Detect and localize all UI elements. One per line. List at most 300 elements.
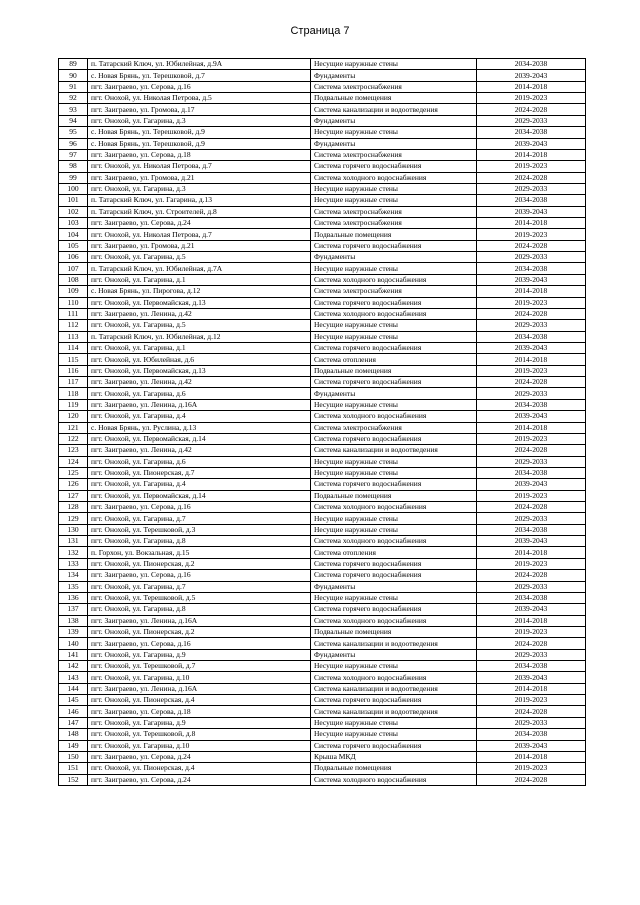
repair-period-cell: 2019-2023 bbox=[477, 763, 586, 774]
row-number-cell: 151 bbox=[59, 763, 88, 774]
repair-period-cell: 2019-2023 bbox=[477, 297, 586, 308]
building-system-cell: Несущие наружные стены bbox=[311, 456, 477, 467]
building-system-cell: Подвальные помещения bbox=[311, 93, 477, 104]
row-number-cell: 122 bbox=[59, 433, 88, 444]
table-row bbox=[59, 59, 586, 70]
building-system-cell: Система горячего водоснабжения bbox=[311, 740, 477, 751]
row-number-cell: 119 bbox=[59, 399, 88, 410]
building-system-cell: Система электроснабжения bbox=[311, 218, 477, 229]
address-cell: пгт. Заиграево, ул. Серова, д.16 bbox=[88, 502, 311, 513]
address-cell: п. Татарский Ключ, ул. Юбилейная, д.9А bbox=[88, 59, 311, 70]
address-cell: п. Горхон, ул. Вокзальная, д.15 bbox=[88, 547, 311, 558]
building-system-cell: Система электроснабжения bbox=[311, 422, 477, 433]
table-row bbox=[59, 751, 586, 762]
table-row bbox=[59, 695, 586, 706]
building-system-cell: Несущие наружные стены bbox=[311, 524, 477, 535]
address-cell: пгт. Заиграево, ул. Ленина, д.16А bbox=[88, 615, 311, 626]
repair-period-cell: 2014-2018 bbox=[477, 286, 586, 297]
row-number-cell: 150 bbox=[59, 751, 88, 762]
address-cell: пгт. Заиграево, ул. Серова, д.18 bbox=[88, 149, 311, 160]
table-row bbox=[59, 240, 586, 251]
table-row bbox=[59, 320, 586, 331]
table-row bbox=[59, 774, 586, 785]
address-cell: пгт. Заиграево, ул. Серова, д.16 bbox=[88, 570, 311, 581]
repair-period-cell: 2039-2043 bbox=[477, 536, 586, 547]
row-number-cell: 109 bbox=[59, 286, 88, 297]
building-system-cell: Система горячего водоснабжения bbox=[311, 695, 477, 706]
address-cell: пгт. Онохой, ул. Николая Петрова, д.7 bbox=[88, 161, 311, 172]
address-cell: пгт. Онохой, ул. Пионерская, д.7 bbox=[88, 467, 311, 478]
address-cell: пгт. Онохой, ул. Пионерская, д.2 bbox=[88, 626, 311, 637]
table-row bbox=[59, 354, 586, 365]
table-row bbox=[59, 377, 586, 388]
address-cell: пгт. Онохой, ул. Гагарина, д.4 bbox=[88, 479, 311, 490]
table-row bbox=[59, 558, 586, 569]
repair-period-cell: 2024-2028 bbox=[477, 638, 586, 649]
table-row bbox=[59, 411, 586, 422]
address-cell: пгт. Заиграево, ул. Ленина, д.16А bbox=[88, 399, 311, 410]
row-number-cell: 131 bbox=[59, 536, 88, 547]
row-number-cell: 108 bbox=[59, 274, 88, 285]
row-number-cell: 147 bbox=[59, 717, 88, 728]
row-number-cell: 124 bbox=[59, 456, 88, 467]
address-cell: пгт. Онохой, ул. Гагарина, д.5 bbox=[88, 252, 311, 263]
building-system-cell: Фундаменты bbox=[311, 252, 477, 263]
table-row bbox=[59, 149, 586, 160]
repair-period-cell: 2034-2038 bbox=[477, 467, 586, 478]
address-cell: пгт. Заиграево, ул. Серова, д.24 bbox=[88, 774, 311, 785]
row-number-cell: 99 bbox=[59, 172, 88, 183]
row-number-cell: 121 bbox=[59, 422, 88, 433]
address-cell: пгт. Онохой, ул. Терешковой, д.5 bbox=[88, 592, 311, 603]
building-system-cell: Несущие наружные стены bbox=[311, 717, 477, 728]
row-number-cell: 113 bbox=[59, 331, 88, 342]
building-system-cell: Система холодного водоснабжения bbox=[311, 172, 477, 183]
address-cell: пгт. Заиграево, ул. Ленина, д.42 bbox=[88, 377, 311, 388]
row-number-cell: 90 bbox=[59, 70, 88, 81]
repair-period-cell: 2029-2033 bbox=[477, 388, 586, 399]
repair-period-cell: 2029-2033 bbox=[477, 252, 586, 263]
table-row bbox=[59, 592, 586, 603]
table-row bbox=[59, 229, 586, 240]
table-row bbox=[59, 729, 586, 740]
row-number-cell: 133 bbox=[59, 558, 88, 569]
repair-period-cell: 2034-2038 bbox=[477, 195, 586, 206]
building-system-cell: Система канализации и водоотведения bbox=[311, 638, 477, 649]
repair-period-cell: 2039-2043 bbox=[477, 672, 586, 683]
address-cell: пгт. Заиграево, ул. Ленина, д.42 bbox=[88, 445, 311, 456]
address-cell: пгт. Заиграево, ул. Громова, д.21 bbox=[88, 172, 311, 183]
repair-period-cell: 2019-2023 bbox=[477, 365, 586, 376]
table-body bbox=[59, 59, 586, 786]
table-row bbox=[59, 172, 586, 183]
building-system-cell: Несущие наружные стены bbox=[311, 467, 477, 478]
repair-period-cell: 2024-2028 bbox=[477, 240, 586, 251]
repair-period-cell: 2034-2038 bbox=[477, 592, 586, 603]
address-cell: пгт. Заиграево, ул. Серова, д.16 bbox=[88, 81, 311, 92]
row-number-cell: 134 bbox=[59, 570, 88, 581]
table-row bbox=[59, 502, 586, 513]
address-cell: пгт. Заиграево, ул. Громова, д.21 bbox=[88, 240, 311, 251]
building-system-cell: Несущие наружные стены bbox=[311, 729, 477, 740]
row-number-cell: 140 bbox=[59, 638, 88, 649]
building-system-cell: Система электроснабжения bbox=[311, 206, 477, 217]
address-cell: пгт. Онохой, ул. Гагарина, д.9 bbox=[88, 717, 311, 728]
table-row bbox=[59, 433, 586, 444]
address-cell: пгт. Онохой, ул. Гагарина, д.3 bbox=[88, 183, 311, 194]
address-cell: пгт. Онохой, ул. Пионерская, д.4 bbox=[88, 695, 311, 706]
row-number-cell: 148 bbox=[59, 729, 88, 740]
table-row bbox=[59, 274, 586, 285]
building-system-cell: Система холодного водоснабжения bbox=[311, 536, 477, 547]
address-cell: пгт. Онохой, ул. Первомайская, д.14 bbox=[88, 433, 311, 444]
repair-period-cell: 2034-2038 bbox=[477, 127, 586, 138]
repair-period-cell: 2029-2033 bbox=[477, 320, 586, 331]
repair-period-cell: 2014-2018 bbox=[477, 751, 586, 762]
building-system-cell: Система холодного водоснабжения bbox=[311, 308, 477, 319]
address-cell: с. Новая Брянь, ул. Терешковой, д.7 bbox=[88, 70, 311, 81]
building-system-cell: Подвальные помещения bbox=[311, 365, 477, 376]
table-row bbox=[59, 547, 586, 558]
repair-period-cell: 2029-2033 bbox=[477, 513, 586, 524]
table-row bbox=[59, 422, 586, 433]
row-number-cell: 120 bbox=[59, 411, 88, 422]
table-row bbox=[59, 388, 586, 399]
table-row bbox=[59, 672, 586, 683]
repair-period-cell: 2039-2043 bbox=[477, 274, 586, 285]
row-number-cell: 105 bbox=[59, 240, 88, 251]
row-number-cell: 91 bbox=[59, 81, 88, 92]
address-cell: п. Татарский Ключ, ул. Строителей, д.8 bbox=[88, 206, 311, 217]
repair-period-cell: 2014-2018 bbox=[477, 422, 586, 433]
repair-period-cell: 2024-2028 bbox=[477, 774, 586, 785]
repair-period-cell: 2039-2043 bbox=[477, 70, 586, 81]
repair-period-cell: 2039-2043 bbox=[477, 342, 586, 353]
row-number-cell: 107 bbox=[59, 263, 88, 274]
table-row bbox=[59, 536, 586, 547]
building-system-cell: Система холодного водоснабжения bbox=[311, 615, 477, 626]
row-number-cell: 145 bbox=[59, 695, 88, 706]
repair-period-cell: 2019-2023 bbox=[477, 433, 586, 444]
table-row bbox=[59, 479, 586, 490]
building-system-cell: Несущие наружные стены bbox=[311, 263, 477, 274]
table-row bbox=[59, 138, 586, 149]
repair-period-cell: 2019-2023 bbox=[477, 161, 586, 172]
building-system-cell: Фундаменты bbox=[311, 138, 477, 149]
table-row bbox=[59, 308, 586, 319]
row-number-cell: 149 bbox=[59, 740, 88, 751]
repair-period-cell: 2014-2018 bbox=[477, 683, 586, 694]
building-system-cell: Система горячего водоснабжения bbox=[311, 479, 477, 490]
row-number-cell: 118 bbox=[59, 388, 88, 399]
row-number-cell: 112 bbox=[59, 320, 88, 331]
table-row bbox=[59, 649, 586, 660]
row-number-cell: 114 bbox=[59, 342, 88, 353]
building-system-cell: Несущие наружные стены bbox=[311, 592, 477, 603]
repair-period-cell: 2019-2023 bbox=[477, 626, 586, 637]
row-number-cell: 138 bbox=[59, 615, 88, 626]
building-system-cell: Фундаменты bbox=[311, 649, 477, 660]
building-system-cell: Система электроснабжения bbox=[311, 286, 477, 297]
address-cell: пгт. Заиграево, ул. Ленина, д.16А bbox=[88, 683, 311, 694]
repair-period-cell: 2019-2023 bbox=[477, 229, 586, 240]
address-cell: пгт. Онохой, ул. Гагарина, д.6 bbox=[88, 456, 311, 467]
repair-period-cell: 2034-2038 bbox=[477, 331, 586, 342]
row-number-cell: 97 bbox=[59, 149, 88, 160]
row-number-cell: 125 bbox=[59, 467, 88, 478]
address-cell: пгт. Онохой, ул. Гагарина, д.1 bbox=[88, 342, 311, 353]
table-row bbox=[59, 445, 586, 456]
row-number-cell: 111 bbox=[59, 308, 88, 319]
address-cell: пгт. Онохой, ул. Гагарина, д.1 bbox=[88, 274, 311, 285]
repair-period-cell: 2014-2018 bbox=[477, 354, 586, 365]
repair-period-cell: 2039-2043 bbox=[477, 604, 586, 615]
repair-period-cell: 2024-2028 bbox=[477, 706, 586, 717]
repair-period-cell: 2029-2033 bbox=[477, 456, 586, 467]
building-system-cell: Крыша МКД bbox=[311, 751, 477, 762]
row-number-cell: 130 bbox=[59, 524, 88, 535]
repair-period-cell: 2019-2023 bbox=[477, 490, 586, 501]
address-cell: п. Татарский Ключ, ул. Юбилейная, д.12 bbox=[88, 331, 311, 342]
row-number-cell: 116 bbox=[59, 365, 88, 376]
address-cell: пгт. Заиграево, ул. Ленина, д.42 bbox=[88, 308, 311, 319]
building-system-cell: Система горячего водоснабжения bbox=[311, 433, 477, 444]
address-cell: с. Новая Брянь, ул. Терешковой, д.9 bbox=[88, 138, 311, 149]
building-system-cell: Подвальные помещения bbox=[311, 229, 477, 240]
building-system-cell: Система канализации и водоотведения bbox=[311, 706, 477, 717]
address-cell: пгт. Онохой, ул. Гагарина, д.6 bbox=[88, 388, 311, 399]
row-number-cell: 106 bbox=[59, 252, 88, 263]
row-number-cell: 137 bbox=[59, 604, 88, 615]
page-title: Страница 7 bbox=[290, 25, 350, 37]
repair-period-cell: 2034-2038 bbox=[477, 729, 586, 740]
building-system-cell: Несущие наружные стены bbox=[311, 127, 477, 138]
address-cell: пгт. Онохой, ул. Гагарина, д.8 bbox=[88, 604, 311, 615]
table-row bbox=[59, 252, 586, 263]
building-system-cell: Система отопления bbox=[311, 354, 477, 365]
address-cell: пгт. Онохой, ул. Гагарина, д.10 bbox=[88, 672, 311, 683]
building-system-cell: Система канализации и водоотведения bbox=[311, 104, 477, 115]
repair-period-cell: 2024-2028 bbox=[477, 172, 586, 183]
row-number-cell: 128 bbox=[59, 502, 88, 513]
row-number-cell: 94 bbox=[59, 115, 88, 126]
address-cell: пгт. Онохой, ул. Гагарина, д.4 bbox=[88, 411, 311, 422]
table-row bbox=[59, 399, 586, 410]
address-cell: п. Татарский Ключ, ул. Гагарина, д.13 bbox=[88, 195, 311, 206]
building-system-cell: Система электроснабжения bbox=[311, 81, 477, 92]
address-cell: пгт. Онохой, ул. Юбилейная, д.6 bbox=[88, 354, 311, 365]
row-number-cell: 95 bbox=[59, 127, 88, 138]
address-cell: пгт. Заиграево, ул. Серова, д.18 bbox=[88, 706, 311, 717]
address-cell: пгт. Онохой, ул. Пионерская, д.2 bbox=[88, 558, 311, 569]
row-number-cell: 115 bbox=[59, 354, 88, 365]
building-system-cell: Система горячего водоснабжения bbox=[311, 342, 477, 353]
building-system-cell: Система холодного водоснабжения bbox=[311, 672, 477, 683]
repair-period-cell: 2034-2038 bbox=[477, 661, 586, 672]
address-cell: пгт. Онохой, ул. Николая Петрова, д.7 bbox=[88, 229, 311, 240]
address-cell: пгт. Онохой, ул. Терешковой, д.7 bbox=[88, 661, 311, 672]
table-row bbox=[59, 70, 586, 81]
building-system-cell: Фундаменты bbox=[311, 70, 477, 81]
building-system-cell: Несущие наружные стены bbox=[311, 331, 477, 342]
repair-period-cell: 2024-2028 bbox=[477, 377, 586, 388]
building-system-cell: Несущие наружные стены bbox=[311, 195, 477, 206]
address-cell: пгт. Онохой, ул. Первомайская, д.13 bbox=[88, 365, 311, 376]
row-number-cell: 139 bbox=[59, 626, 88, 637]
repair-period-cell: 2024-2028 bbox=[477, 502, 586, 513]
repair-period-cell: 2014-2018 bbox=[477, 218, 586, 229]
building-system-cell: Фундаменты bbox=[311, 115, 477, 126]
address-cell: пгт. Онохой, ул. Терешковой, д.3 bbox=[88, 524, 311, 535]
repair-period-cell: 2029-2033 bbox=[477, 183, 586, 194]
row-number-cell: 143 bbox=[59, 672, 88, 683]
building-system-cell: Подвальные помещения bbox=[311, 763, 477, 774]
address-cell: пгт. Заиграево, ул. Серова, д.24 bbox=[88, 218, 311, 229]
row-number-cell: 100 bbox=[59, 183, 88, 194]
table-row bbox=[59, 456, 586, 467]
repair-period-cell: 2019-2023 bbox=[477, 695, 586, 706]
row-number-cell: 110 bbox=[59, 297, 88, 308]
address-cell: пгт. Онохой, ул. Терешковой, д.8 bbox=[88, 729, 311, 740]
building-system-cell: Система холодного водоснабжения bbox=[311, 411, 477, 422]
repair-period-cell: 2034-2038 bbox=[477, 399, 586, 410]
address-cell: пгт. Онохой, ул. Гагарина, д.3 bbox=[88, 115, 311, 126]
building-system-cell: Система холодного водоснабжения bbox=[311, 274, 477, 285]
address-cell: пгт. Заиграево, ул. Серова, д.24 bbox=[88, 751, 311, 762]
table-row bbox=[59, 286, 586, 297]
building-system-cell: Система горячего водоснабжения bbox=[311, 161, 477, 172]
building-system-cell: Подвальные помещения bbox=[311, 626, 477, 637]
building-system-cell: Система отопления bbox=[311, 547, 477, 558]
table-row bbox=[59, 81, 586, 92]
repair-period-cell: 2029-2033 bbox=[477, 717, 586, 728]
table-row bbox=[59, 218, 586, 229]
row-number-cell: 135 bbox=[59, 581, 88, 592]
repair-period-cell: 2019-2023 bbox=[477, 93, 586, 104]
table-row bbox=[59, 763, 586, 774]
repair-period-cell: 2014-2018 bbox=[477, 81, 586, 92]
building-system-cell: Несущие наружные стены bbox=[311, 320, 477, 331]
building-system-cell: Подвальные помещения bbox=[311, 490, 477, 501]
repair-period-cell: 2034-2038 bbox=[477, 263, 586, 274]
row-number-cell: 89 bbox=[59, 59, 88, 70]
table-row bbox=[59, 467, 586, 478]
table-row bbox=[59, 195, 586, 206]
address-cell: пгт. Онохой, ул. Пионерская, д.4 bbox=[88, 763, 311, 774]
repair-period-cell: 2029-2033 bbox=[477, 649, 586, 660]
repair-period-cell: 2024-2028 bbox=[477, 308, 586, 319]
row-number-cell: 136 bbox=[59, 592, 88, 603]
address-cell: пгт. Онохой, ул. Гагарина, д.8 bbox=[88, 536, 311, 547]
row-number-cell: 152 bbox=[59, 774, 88, 785]
row-number-cell: 127 bbox=[59, 490, 88, 501]
row-number-cell: 92 bbox=[59, 93, 88, 104]
row-number-cell: 101 bbox=[59, 195, 88, 206]
table-row bbox=[59, 297, 586, 308]
table-row bbox=[59, 342, 586, 353]
repair-period-cell: 2014-2018 bbox=[477, 615, 586, 626]
repair-period-cell: 2029-2033 bbox=[477, 115, 586, 126]
table-row bbox=[59, 263, 586, 274]
table-row bbox=[59, 604, 586, 615]
table-row bbox=[59, 661, 586, 672]
row-number-cell: 104 bbox=[59, 229, 88, 240]
repair-period-cell: 2024-2028 bbox=[477, 570, 586, 581]
address-cell: с. Новая Брянь, ул. Руслина, д.13 bbox=[88, 422, 311, 433]
row-number-cell: 117 bbox=[59, 377, 88, 388]
address-cell: пгт. Онохой, ул. Гагарина, д.7 bbox=[88, 581, 311, 592]
building-system-cell: Фундаменты bbox=[311, 388, 477, 399]
table-row bbox=[59, 115, 586, 126]
row-number-cell: 132 bbox=[59, 547, 88, 558]
row-number-cell: 93 bbox=[59, 104, 88, 115]
address-cell: пгт. Онохой, ул. Николая Петрова, д.5 bbox=[88, 93, 311, 104]
table-row bbox=[59, 683, 586, 694]
repair-period-cell: 2014-2018 bbox=[477, 149, 586, 160]
building-system-cell: Система электроснабжения bbox=[311, 149, 477, 160]
repair-period-cell: 2024-2028 bbox=[477, 445, 586, 456]
table-row bbox=[59, 206, 586, 217]
building-system-cell: Система горячего водоснабжения bbox=[311, 604, 477, 615]
table-row bbox=[59, 183, 586, 194]
row-number-cell: 96 bbox=[59, 138, 88, 149]
table-row bbox=[59, 615, 586, 626]
building-system-cell: Система горячего водоснабжения bbox=[311, 297, 477, 308]
table-row bbox=[59, 161, 586, 172]
building-system-cell: Система холодного водоснабжения bbox=[311, 502, 477, 513]
repair-period-cell: 2039-2043 bbox=[477, 479, 586, 490]
row-number-cell: 98 bbox=[59, 161, 88, 172]
repair-period-cell: 2029-2033 bbox=[477, 581, 586, 592]
table-row bbox=[59, 490, 586, 501]
table-row bbox=[59, 513, 586, 524]
building-system-cell: Несущие наружные стены bbox=[311, 661, 477, 672]
building-system-cell: Система горячего водоснабжения bbox=[311, 240, 477, 251]
table-row bbox=[59, 570, 586, 581]
repair-period-cell: 2034-2038 bbox=[477, 59, 586, 70]
table-row bbox=[59, 740, 586, 751]
building-system-cell: Несущие наружные стены bbox=[311, 183, 477, 194]
building-system-cell: Несущие наружные стены bbox=[311, 59, 477, 70]
address-cell: с. Новая Брянь, ул. Пирогова, д.12 bbox=[88, 286, 311, 297]
building-system-cell: Система горячего водоснабжения bbox=[311, 570, 477, 581]
repair-period-cell: 2014-2018 bbox=[477, 547, 586, 558]
building-system-cell: Система холодного водоснабжения bbox=[311, 774, 477, 785]
address-cell: п. Татарский Ключ, ул. Юбилейная, д.7А bbox=[88, 263, 311, 274]
address-cell: пгт. Онохой, ул. Гагарина, д.5 bbox=[88, 320, 311, 331]
repair-period-cell: 2019-2023 bbox=[477, 558, 586, 569]
table-row bbox=[59, 104, 586, 115]
building-system-cell: Фундаменты bbox=[311, 581, 477, 592]
repair-period-cell: 2024-2028 bbox=[477, 104, 586, 115]
repair-period-cell: 2039-2043 bbox=[477, 206, 586, 217]
table-row bbox=[59, 365, 586, 376]
table-row bbox=[59, 93, 586, 104]
building-system-cell: Система горячего водоснабжения bbox=[311, 558, 477, 569]
repair-period-cell: 2039-2043 bbox=[477, 138, 586, 149]
address-cell: пгт. Заиграево, ул. Серова, д.16 bbox=[88, 638, 311, 649]
building-system-cell: Несущие наружные стены bbox=[311, 399, 477, 410]
table-row bbox=[59, 638, 586, 649]
repair-period-cell: 2039-2043 bbox=[477, 411, 586, 422]
table-row bbox=[59, 626, 586, 637]
row-number-cell: 141 bbox=[59, 649, 88, 660]
row-number-cell: 142 bbox=[59, 661, 88, 672]
repair-period-cell: 2034-2038 bbox=[477, 524, 586, 535]
address-cell: пгт. Заиграево, ул. Громова, д.17 bbox=[88, 104, 311, 115]
table-row bbox=[59, 717, 586, 728]
row-number-cell: 103 bbox=[59, 218, 88, 229]
